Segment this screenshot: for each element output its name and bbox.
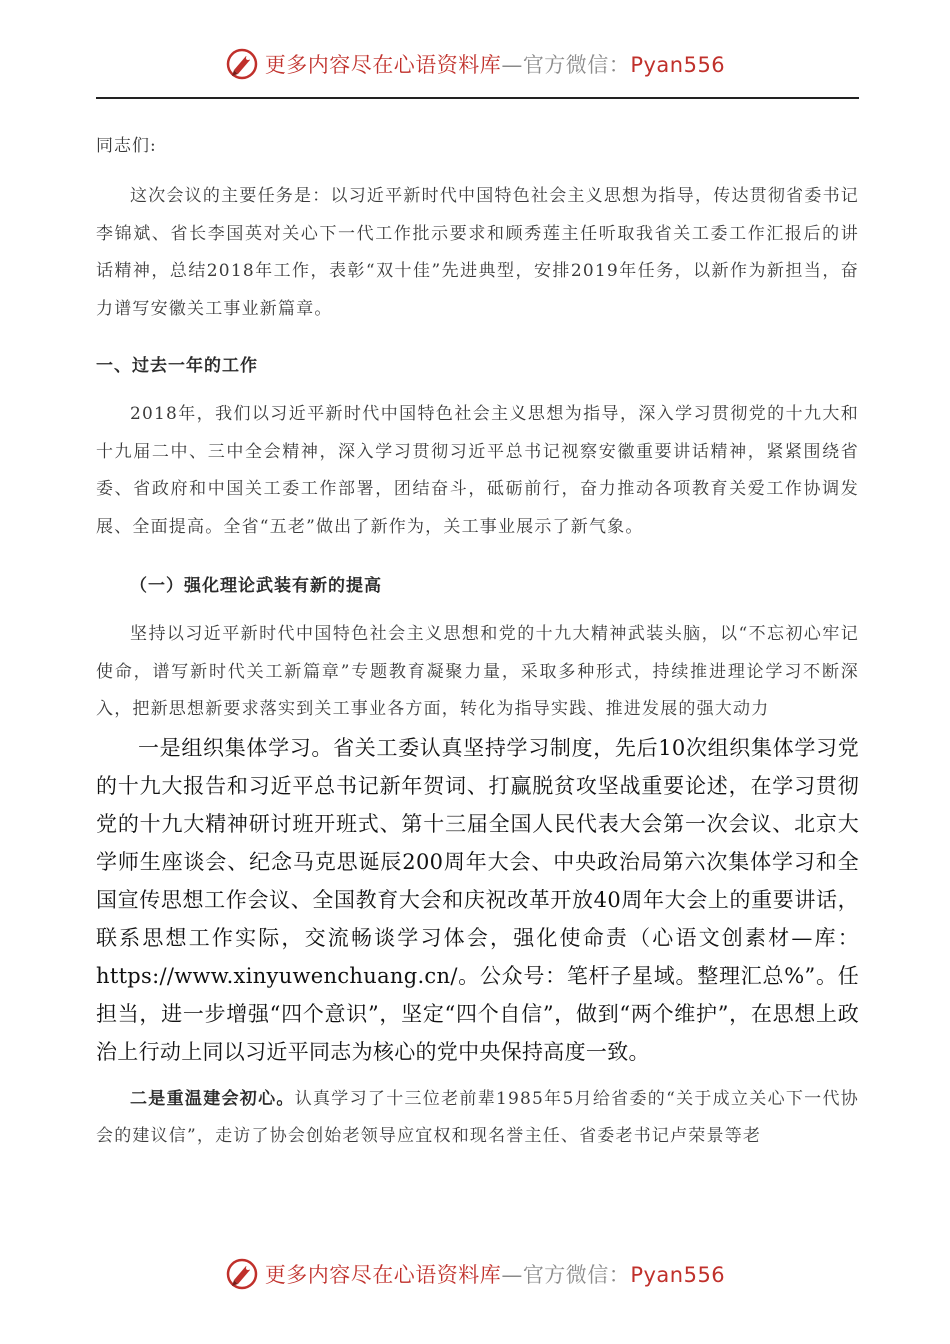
footer-wechat-label: 官方微信： xyxy=(522,1263,631,1287)
section-1-paragraph: 2018年，我们以习近平新时代中国特色社会主义思想为指导，深入学习贯彻党的十九大和十九届二中、三中全会精神，深入学习贯彻习近平总书记视察安徽重要讲话精神，紧紧围绕省委、省政府和中国关工委工作部署，团结奋斗，砥砺前行，奋力推动各项教育关爱工作协调发展、全面提高。全省“五老”做出了新作为，关工事业展示了新气象。 xyxy=(96,404,859,537)
banner-dash: — xyxy=(501,53,523,77)
document-body xyxy=(96,128,859,1156)
footer-banner-text xyxy=(265,1259,725,1289)
greeting: 同志们: xyxy=(96,136,157,156)
footer-dash: — xyxy=(501,1263,523,1287)
collective-study-paragraph: 一是组织集体学习。省关工委认真坚持学习制度，先后10次组织集体学习党的十九大报告和习近平总书记新年贺词、打赢脱贫攻坚战重要论述，在学习贯彻党的十九大精神研讨班开班式、第十三届全国人民代表大会第一次会议、北京大学师生座谈会、纪念马克思诞辰200周年大会、中央政治局第六次集体学习和全国宣传思想工作会议、全国教育大会和庆祝改革开放40周年大会上的重要讲话，联系思想工作实际，交流畅谈学习体会，强化使命责（心语文创素材—库：https://www.xinyuwenchuang.cn/。公众号：笔杆子星域。整理汇总%”。任担当，进一步增强“四个意识”，坚定“四个自信”，做到“两个维护”，在思想上政治上行动上同以习近平同志为核心的党中央保持高度一致。 xyxy=(96,735,859,1064)
brand-logo-icon xyxy=(225,1257,259,1291)
banner-brand: 更多内容尽在心语资料库 xyxy=(264,53,502,77)
revisit-paragraph xyxy=(96,1081,859,1156)
banner-wechat-label: 官方微信： xyxy=(522,53,631,77)
intro-paragraph: 这次会议的主要任务是：以习近平新时代中国特色社会主义思想为指导，传达贯彻省委书记李锦斌、省长李国英对关心下一代工作批示要求和顾秀莲主任听取我省关工委工作汇报后的讲话精神，总结2018年工作，表彰“双十佳”先进典型，安排2019年任务，以新作为新担当，奋力谱写安徽关工事业新篇章。 xyxy=(96,186,859,319)
footer-wechat-id: Pyan556 xyxy=(630,1263,726,1287)
subsection-1-paragraph: 坚持以习近平新时代中国特色社会主义思想和党的十九大精神武装头脑，以“不忘初心牢记使命，谱写新时代关工新篇章”专题教育凝聚力量，采取多种形式，持续推进理论学习不断深入，把新思想新要求落实到关工事业各方面，转化为指导实践、推进发展的强大动力 xyxy=(96,624,859,719)
header-banner xyxy=(0,44,950,84)
banner-wechat-id: Pyan556 xyxy=(630,53,726,77)
revisit-lead: 二是重温建会初心。 xyxy=(130,1088,295,1109)
section-1-title: 一、过去一年的工作 xyxy=(96,356,258,376)
footer-banner xyxy=(0,1254,950,1294)
footer-brand: 更多内容尽在心语资料库 xyxy=(264,1263,502,1287)
revisit-text: 认真学习了十三位老前辈1985年5月给省委的“关于成立关心下一代协会的建议信”，走访了协会创始老领导应宜权和现名誉主任、省委老书记卢荣景等老 xyxy=(96,1088,859,1146)
brand-logo-icon xyxy=(225,47,259,81)
header-divider xyxy=(96,97,859,99)
banner-text xyxy=(265,49,725,79)
subsection-1-title: （一）强化理论武装有新的提高 xyxy=(130,576,382,596)
